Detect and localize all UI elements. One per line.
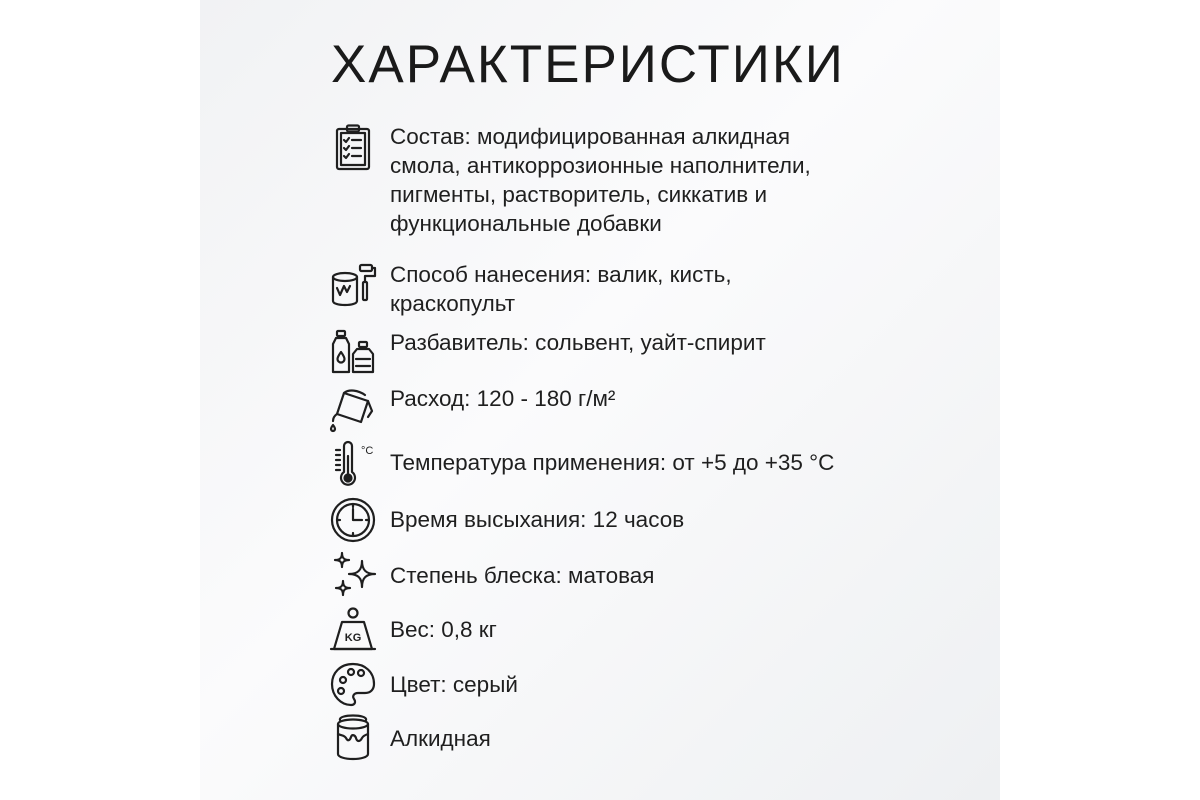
clipboard-checklist-icon (328, 122, 378, 172)
list-item-composition (328, 122, 968, 238)
paint-roller-can-icon (328, 260, 378, 310)
list-item-drying-time (328, 495, 968, 545)
item-line: Разбавитель: сольвент, уайт-спирит (390, 330, 766, 355)
item-line: краскопульт (390, 291, 516, 316)
list-item-temperature (328, 440, 968, 490)
thermometer-unit-label: °С (361, 445, 374, 457)
item-line: Способ нанесения: валик, кисть, (390, 262, 732, 287)
pouring-bucket-icon (328, 384, 378, 434)
list-item-gloss (328, 551, 968, 601)
list-item-color (328, 660, 968, 710)
page-title: ХАРАКТЕРИСТИКИ (331, 35, 845, 94)
list-item-type (328, 714, 968, 764)
list-item-thinner (328, 328, 968, 378)
item-line: Цвет: серый (390, 672, 518, 697)
list-item-application (328, 260, 968, 318)
item-line: Степень блеска: матовая (390, 563, 655, 588)
item-line: пигменты, растворитель, сиккатив и (390, 182, 768, 207)
palette-icon (328, 660, 378, 710)
weight-kg-icon (328, 605, 378, 655)
item-line: Состав: модифицированная алкидная (390, 124, 791, 149)
item-line: Время высыхания: 12 часов (390, 507, 685, 532)
item-line: Расход: 120 - 180 г/м² (390, 386, 616, 411)
thermometer-icon (328, 440, 378, 490)
list-item-consumption (328, 384, 968, 434)
item-line: смола, антикоррозионные наполнители, (390, 153, 811, 178)
item-line: Вес: 0,8 кг (390, 617, 497, 642)
item-line: функциональные добавки (390, 211, 662, 236)
clock-icon (328, 495, 378, 545)
item-line: Температура применения: от +5 до +35 °С (390, 450, 835, 475)
paint-can-icon (328, 714, 378, 764)
weight-unit-label: KG (344, 632, 362, 644)
solvent-bottles-icon (328, 328, 378, 378)
sparkles-icon (328, 551, 378, 601)
list-item-weight (328, 605, 968, 655)
characteristics-card (200, 0, 1000, 800)
item-line: Алкидная (390, 726, 491, 751)
